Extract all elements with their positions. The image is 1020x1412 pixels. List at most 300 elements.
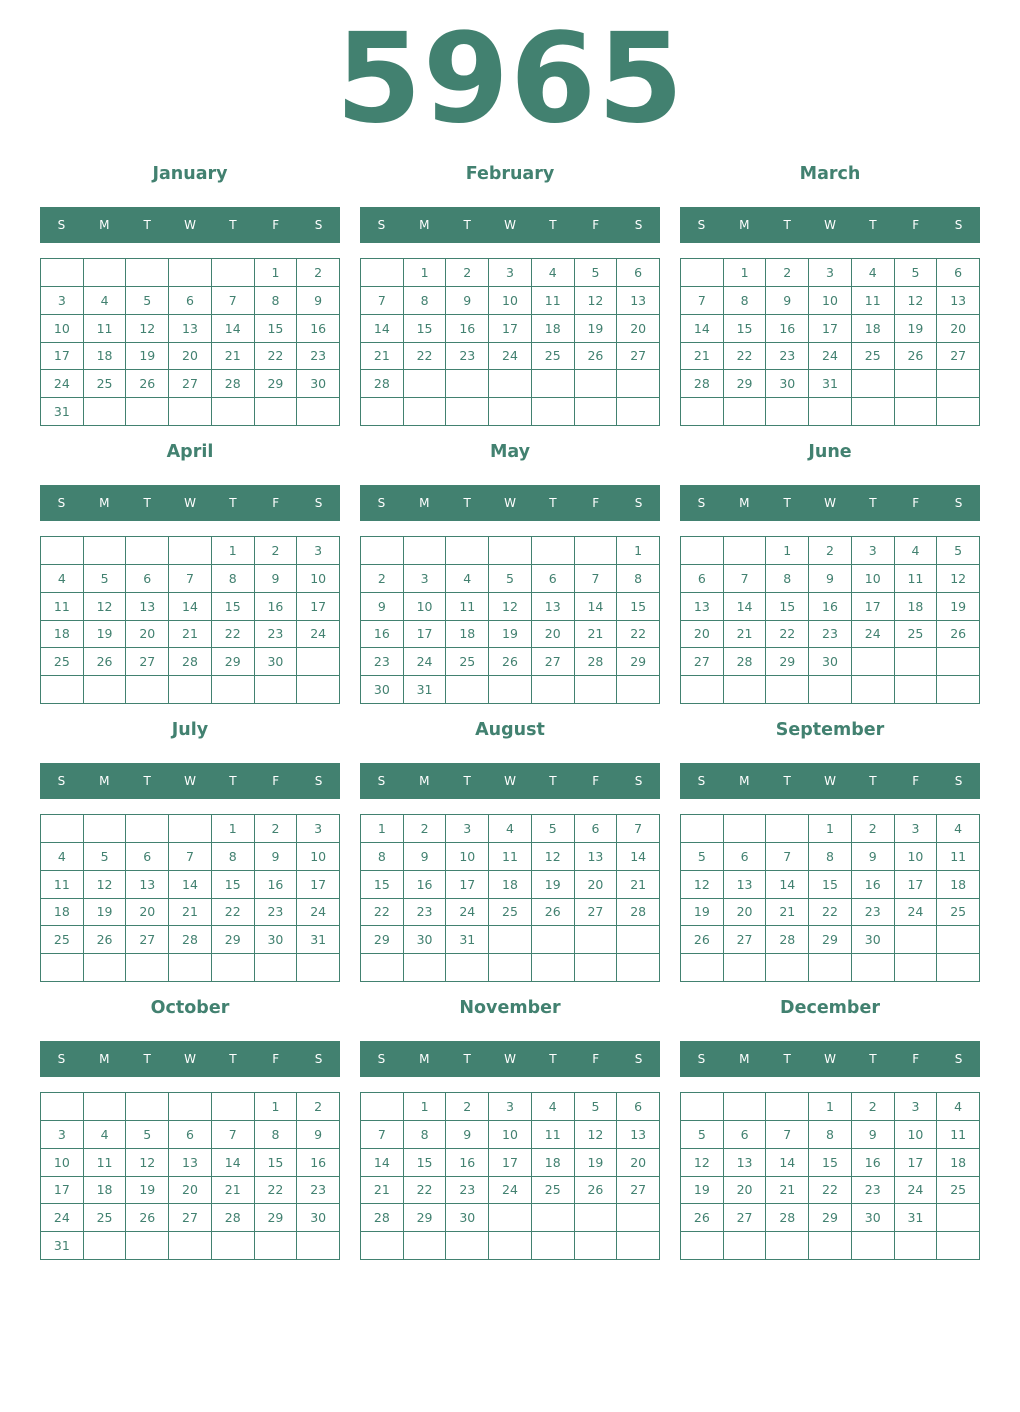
day-cell: 16 [297, 315, 340, 343]
day-cell: 12 [489, 593, 532, 621]
weekday-header [680, 763, 980, 799]
day-cell: 31 [41, 398, 84, 426]
empty-day-cell [212, 1093, 255, 1121]
day-cell: 8 [809, 1121, 852, 1149]
empty-day-cell [41, 815, 84, 843]
empty-day-cell [361, 1093, 404, 1121]
day-cell: 26 [532, 899, 575, 927]
day-cell: 15 [809, 1149, 852, 1177]
day-cell: 8 [404, 1121, 447, 1149]
day-cell: 25 [41, 648, 84, 676]
day-cell: 15 [766, 593, 809, 621]
empty-day-cell [724, 676, 767, 704]
day-cell: 17 [446, 871, 489, 899]
weekday-label: T [549, 1052, 557, 1066]
month-name: May [489, 442, 531, 462]
day-cell: 17 [895, 871, 938, 899]
month-name: September [775, 720, 885, 740]
weekday-header [360, 1041, 660, 1077]
day-cell: 28 [361, 370, 404, 398]
day-cell: 18 [532, 1149, 575, 1177]
empty-day-cell [489, 537, 532, 565]
day-cell: 6 [169, 287, 212, 315]
day-cell: 14 [169, 871, 212, 899]
day-grid [40, 258, 340, 426]
day-cell: 14 [766, 1149, 809, 1177]
day-cell: 27 [937, 343, 980, 371]
month-name: October [150, 998, 230, 1018]
day-cell: 9 [404, 843, 447, 871]
day-cell: 11 [937, 843, 980, 871]
empty-day-cell [126, 259, 169, 287]
empty-day-cell [937, 1232, 980, 1260]
day-cell: 7 [212, 1121, 255, 1149]
empty-day-cell [489, 398, 532, 426]
day-cell: 13 [126, 593, 169, 621]
empty-day-cell [255, 954, 298, 982]
weekday-label: T [783, 496, 791, 510]
day-cell: 11 [532, 287, 575, 315]
day-cell: 18 [84, 1177, 127, 1205]
day-cell: 22 [809, 1177, 852, 1205]
empty-day-cell [724, 1093, 767, 1121]
day-cell: 25 [489, 899, 532, 927]
empty-day-cell [41, 954, 84, 982]
weekday-label: F [272, 774, 280, 788]
day-cell: 2 [852, 1093, 895, 1121]
day-cell: 25 [84, 1204, 127, 1232]
day-cell: 16 [361, 621, 404, 649]
day-cell: 18 [489, 871, 532, 899]
day-cell: 22 [766, 621, 809, 649]
weekday-header [680, 485, 980, 521]
weekday-label: S [314, 774, 323, 788]
empty-day-cell [41, 676, 84, 704]
day-cell: 8 [212, 843, 255, 871]
day-cell: 6 [575, 815, 618, 843]
empty-day-cell [724, 537, 767, 565]
day-cell: 12 [681, 1149, 724, 1177]
weekday-label: M [739, 218, 750, 232]
weekday-label: T [869, 496, 877, 510]
empty-day-cell [681, 259, 724, 287]
day-cell: 15 [255, 1149, 298, 1177]
day-cell: 2 [297, 1093, 340, 1121]
day-cell: 14 [617, 843, 660, 871]
day-cell: 27 [724, 926, 767, 954]
day-cell: 22 [617, 621, 660, 649]
weekday-label: S [954, 1052, 963, 1066]
day-cell: 7 [766, 1121, 809, 1149]
empty-day-cell [489, 676, 532, 704]
day-cell: 7 [766, 843, 809, 871]
day-cell: 1 [255, 1093, 298, 1121]
day-cell: 29 [766, 648, 809, 676]
day-cell: 22 [255, 1177, 298, 1205]
day-cell: 24 [489, 343, 532, 371]
day-cell: 30 [766, 370, 809, 398]
day-cell: 10 [489, 1121, 532, 1149]
empty-day-cell [852, 648, 895, 676]
day-cell: 22 [255, 343, 298, 371]
empty-day-cell [852, 954, 895, 982]
day-cell: 1 [212, 815, 255, 843]
day-cell: 29 [809, 926, 852, 954]
day-cell: 4 [895, 537, 938, 565]
month-name: April [166, 442, 214, 462]
day-cell: 20 [617, 315, 660, 343]
empty-day-cell [212, 259, 255, 287]
weekday-label: F [272, 496, 280, 510]
day-cell: 23 [404, 899, 447, 927]
month-name: January [152, 164, 228, 184]
empty-day-cell [297, 648, 340, 676]
day-cell: 15 [255, 315, 298, 343]
weekday-label: F [272, 218, 280, 232]
day-cell: 25 [937, 899, 980, 927]
day-cell: 12 [532, 843, 575, 871]
empty-day-cell [895, 954, 938, 982]
day-cell: 11 [532, 1121, 575, 1149]
day-cell: 25 [852, 343, 895, 371]
empty-day-cell [532, 370, 575, 398]
day-cell: 15 [404, 1149, 447, 1177]
day-cell: 15 [361, 871, 404, 899]
weekday-label: S [954, 774, 963, 788]
month-name: November [459, 998, 561, 1018]
day-cell: 31 [41, 1232, 84, 1260]
day-cell: 5 [84, 565, 127, 593]
empty-day-cell [41, 1093, 84, 1121]
empty-day-cell [169, 537, 212, 565]
day-cell: 30 [255, 648, 298, 676]
day-cell: 30 [446, 1204, 489, 1232]
empty-day-cell [895, 370, 938, 398]
empty-day-cell [84, 676, 127, 704]
weekday-label: F [912, 1052, 920, 1066]
weekday-label: F [912, 496, 920, 510]
day-cell: 22 [212, 899, 255, 927]
empty-day-cell [937, 370, 980, 398]
weekday-label: M [419, 218, 430, 232]
empty-day-cell [575, 1232, 618, 1260]
day-cell: 22 [809, 899, 852, 927]
day-cell: 9 [297, 1121, 340, 1149]
empty-day-cell [724, 954, 767, 982]
day-cell: 11 [41, 593, 84, 621]
day-cell: 24 [895, 1177, 938, 1205]
empty-day-cell [617, 926, 660, 954]
empty-day-cell [766, 954, 809, 982]
weekday-label: S [954, 496, 963, 510]
day-cell: 5 [489, 565, 532, 593]
weekday-label: S [57, 218, 66, 232]
day-cell: 4 [937, 815, 980, 843]
empty-day-cell [937, 648, 980, 676]
day-cell: 7 [617, 815, 660, 843]
weekday-label: T [229, 1052, 237, 1066]
day-cell: 10 [852, 565, 895, 593]
weekday-label: T [783, 218, 791, 232]
day-cell: 23 [255, 899, 298, 927]
day-cell: 15 [617, 593, 660, 621]
empty-day-cell [361, 1232, 404, 1260]
day-cell: 13 [724, 1149, 767, 1177]
day-cell: 21 [681, 343, 724, 371]
day-cell: 7 [169, 843, 212, 871]
day-grid [680, 814, 980, 982]
empty-day-cell [681, 398, 724, 426]
empty-day-cell [169, 1093, 212, 1121]
day-cell: 25 [532, 1177, 575, 1205]
day-cell: 28 [361, 1204, 404, 1232]
empty-day-cell [41, 259, 84, 287]
day-cell: 14 [361, 1149, 404, 1177]
day-cell: 14 [212, 315, 255, 343]
day-cell: 12 [575, 1121, 618, 1149]
empty-day-cell [575, 537, 618, 565]
day-cell: 19 [84, 899, 127, 927]
day-cell: 6 [126, 843, 169, 871]
weekday-label: W [504, 218, 516, 232]
day-grid [360, 814, 660, 982]
day-cell: 16 [766, 315, 809, 343]
day-cell: 10 [297, 565, 340, 593]
day-cell: 15 [212, 871, 255, 899]
day-cell: 5 [895, 259, 938, 287]
day-grid [40, 814, 340, 982]
weekday-label: W [824, 774, 836, 788]
day-cell: 10 [297, 843, 340, 871]
empty-day-cell [724, 398, 767, 426]
day-grid [680, 536, 980, 704]
empty-day-cell [126, 1093, 169, 1121]
day-cell: 14 [361, 315, 404, 343]
weekday-label: T [143, 1052, 151, 1066]
empty-day-cell [169, 1232, 212, 1260]
day-cell: 12 [84, 871, 127, 899]
day-cell: 11 [895, 565, 938, 593]
day-cell: 20 [169, 1177, 212, 1205]
empty-day-cell [126, 815, 169, 843]
empty-day-cell [169, 815, 212, 843]
day-grid [40, 536, 340, 704]
weekday-label: T [143, 218, 151, 232]
day-cell: 6 [126, 565, 169, 593]
empty-day-cell [895, 1232, 938, 1260]
day-cell: 16 [297, 1149, 340, 1177]
weekday-label: F [592, 218, 600, 232]
day-cell: 19 [126, 343, 169, 371]
empty-day-cell [446, 1232, 489, 1260]
day-cell: 2 [852, 815, 895, 843]
day-cell: 23 [446, 1177, 489, 1205]
empty-day-cell [126, 537, 169, 565]
empty-day-cell [532, 1204, 575, 1232]
day-cell: 24 [809, 343, 852, 371]
day-cell: 25 [41, 926, 84, 954]
day-cell: 30 [297, 1204, 340, 1232]
day-cell: 3 [41, 1121, 84, 1149]
weekday-label: W [504, 496, 516, 510]
day-cell: 18 [446, 621, 489, 649]
weekday-label: W [824, 218, 836, 232]
day-cell: 13 [126, 871, 169, 899]
weekday-header [360, 485, 660, 521]
empty-day-cell [84, 954, 127, 982]
day-cell: 19 [681, 899, 724, 927]
empty-day-cell [212, 954, 255, 982]
day-cell: 20 [575, 871, 618, 899]
weekday-label: M [739, 774, 750, 788]
day-cell: 1 [212, 537, 255, 565]
weekday-header [40, 485, 340, 521]
weekday-header [40, 1041, 340, 1077]
weekday-label: M [419, 496, 430, 510]
day-cell: 27 [126, 648, 169, 676]
day-cell: 4 [532, 1093, 575, 1121]
day-cell: 28 [617, 899, 660, 927]
day-cell: 26 [126, 1204, 169, 1232]
day-cell: 24 [489, 1177, 532, 1205]
day-cell: 9 [297, 287, 340, 315]
empty-day-cell [169, 259, 212, 287]
day-cell: 28 [575, 648, 618, 676]
empty-day-cell [766, 1232, 809, 1260]
weekday-label: T [783, 774, 791, 788]
empty-day-cell [809, 1232, 852, 1260]
day-cell: 27 [617, 343, 660, 371]
day-cell: 21 [724, 621, 767, 649]
day-cell: 1 [766, 537, 809, 565]
day-cell: 23 [361, 648, 404, 676]
empty-day-cell [446, 398, 489, 426]
day-cell: 19 [84, 621, 127, 649]
empty-day-cell [169, 398, 212, 426]
day-cell: 17 [489, 315, 532, 343]
empty-day-cell [446, 370, 489, 398]
weekday-label: S [57, 496, 66, 510]
day-cell: 27 [575, 899, 618, 927]
day-cell: 2 [255, 537, 298, 565]
day-cell: 27 [169, 1204, 212, 1232]
day-cell: 5 [126, 1121, 169, 1149]
day-cell: 28 [212, 1204, 255, 1232]
day-cell: 7 [724, 565, 767, 593]
day-cell: 2 [404, 815, 447, 843]
day-cell: 13 [617, 287, 660, 315]
empty-day-cell [489, 926, 532, 954]
day-cell: 2 [809, 537, 852, 565]
empty-day-cell [681, 1093, 724, 1121]
day-cell: 20 [724, 899, 767, 927]
day-cell: 29 [255, 1204, 298, 1232]
weekday-label: W [184, 774, 196, 788]
day-cell: 6 [724, 1121, 767, 1149]
empty-day-cell [84, 815, 127, 843]
day-cell: 31 [809, 370, 852, 398]
day-cell: 13 [681, 593, 724, 621]
empty-day-cell [361, 398, 404, 426]
day-grid [360, 1092, 660, 1260]
weekday-label: S [57, 774, 66, 788]
weekday-label: T [869, 774, 877, 788]
empty-day-cell [895, 648, 938, 676]
weekday-label: T [143, 496, 151, 510]
day-cell: 21 [361, 343, 404, 371]
day-cell: 2 [361, 565, 404, 593]
day-cell: 20 [681, 621, 724, 649]
day-cell: 10 [489, 287, 532, 315]
day-cell: 4 [489, 815, 532, 843]
day-cell: 9 [809, 565, 852, 593]
day-cell: 16 [404, 871, 447, 899]
day-cell: 17 [895, 1149, 938, 1177]
weekday-label: T [783, 1052, 791, 1066]
day-cell: 31 [404, 676, 447, 704]
empty-day-cell [126, 676, 169, 704]
day-cell: 9 [361, 593, 404, 621]
day-cell: 19 [895, 315, 938, 343]
day-cell: 28 [681, 370, 724, 398]
empty-day-cell [446, 676, 489, 704]
weekday-label: S [634, 774, 643, 788]
empty-day-cell [84, 1093, 127, 1121]
empty-day-cell [489, 1232, 532, 1260]
weekday-label: M [419, 774, 430, 788]
empty-day-cell [84, 259, 127, 287]
empty-day-cell [404, 370, 447, 398]
day-cell: 8 [255, 287, 298, 315]
day-cell: 18 [532, 315, 575, 343]
day-cell: 1 [724, 259, 767, 287]
day-cell: 21 [617, 871, 660, 899]
day-cell: 28 [724, 648, 767, 676]
weekday-label: T [869, 1052, 877, 1066]
empty-day-cell [489, 1204, 532, 1232]
day-cell: 22 [361, 899, 404, 927]
day-cell: 6 [617, 1093, 660, 1121]
empty-day-cell [937, 398, 980, 426]
day-cell: 1 [255, 259, 298, 287]
empty-day-cell [126, 1232, 169, 1260]
day-cell: 28 [169, 926, 212, 954]
empty-day-cell [809, 398, 852, 426]
day-cell: 23 [809, 621, 852, 649]
day-cell: 17 [809, 315, 852, 343]
day-cell: 13 [169, 1149, 212, 1177]
empty-day-cell [169, 676, 212, 704]
weekday-label: T [229, 496, 237, 510]
day-cell: 17 [41, 1177, 84, 1205]
weekday-header [40, 207, 340, 243]
day-cell: 19 [575, 315, 618, 343]
day-cell: 27 [169, 370, 212, 398]
day-cell: 3 [41, 287, 84, 315]
day-cell: 15 [212, 593, 255, 621]
weekday-label: S [697, 496, 706, 510]
empty-day-cell [297, 676, 340, 704]
day-cell: 28 [766, 926, 809, 954]
day-cell: 16 [809, 593, 852, 621]
day-cell: 13 [575, 843, 618, 871]
day-cell: 22 [404, 343, 447, 371]
day-cell: 29 [617, 648, 660, 676]
day-cell: 12 [126, 315, 169, 343]
day-grid [680, 1092, 980, 1260]
day-cell: 11 [84, 315, 127, 343]
weekday-label: M [739, 1052, 750, 1066]
